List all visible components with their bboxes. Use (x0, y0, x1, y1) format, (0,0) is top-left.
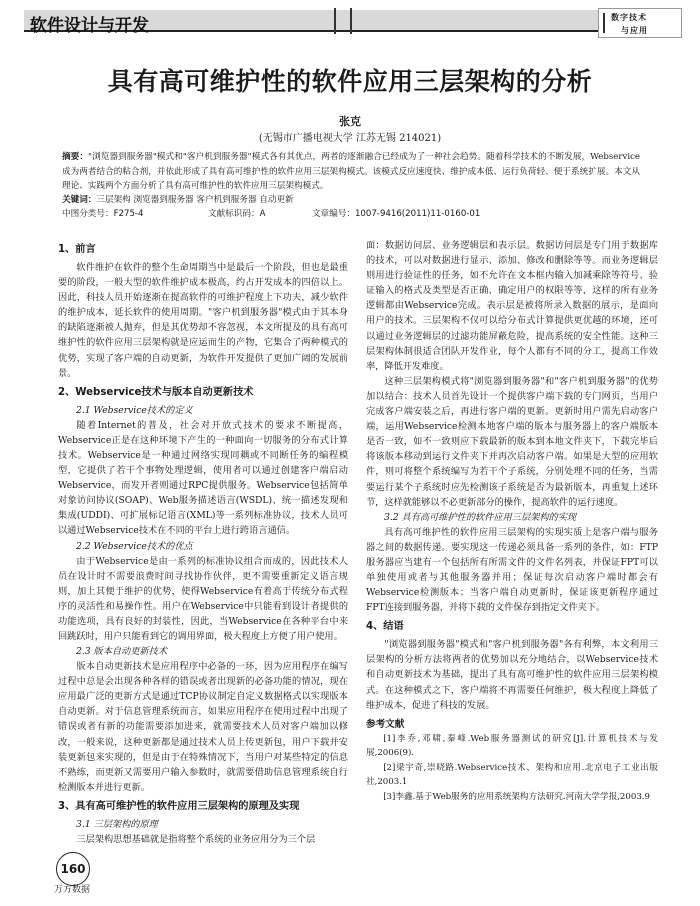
right-column (366, 238, 658, 804)
section-heading: 3、具有高可维护性的软件应用三层架构的原理及实现 (58, 800, 300, 812)
reference-item: [1]李乔,邓啸,秦峰.Web服务器测试的研究[J].计算机技术与发展,2006(9). (366, 733, 658, 759)
logo-line-1: 数字技术 (611, 12, 647, 22)
article-number: 文章编号：1007-9416(2011)11-0160-01 (312, 209, 481, 219)
section-heading: 2、Webservice技术与版本自动更新技术 (58, 386, 254, 398)
reference-item: [2]梁宇奇,崇晓路.Webservice技术、架构和应用.北京电子工业出版社,2003.1 (366, 762, 658, 788)
section-heading: 4、结语 (366, 621, 404, 633)
paragraph: 三层架构思想基础就是指将整个系统的业务应用分为三个层 (76, 833, 316, 845)
abstract (62, 150, 640, 194)
column-title: 软件设计与开发 (30, 16, 149, 36)
paragraph: 随着Internet的普及，社会对开放式技术的要求不断提高，Webservice正是在这种环境下产生的一种面向一切服务的分布式计算技术。Webservice是一种通过网络实现同耦或不同断任务的编程模型，它提供了若干个事物处理逻辑，使用者可以通过创建客户端启动Webservice，而发开者则通过RPC提供服务。Webservice包括简单对象访问协议(SOAP)、Web服务描述语言(WSDL)、统一描述发现和集成(UDDI)、可扩展标记语言(XML)等一系列标准协议，技术人员可以通过Webservice技术在不同的平台上进行跨语言通信。 (58, 419, 348, 537)
subsection-heading: 2.2 Webservice技术的优点 (76, 540, 193, 552)
paragraph: "浏览器到服务器"模式和"客户机到服务器"各有利弊，本文利用三层架构的分析方法将两者的优势加以充分地结合，以Webservice技术和自动更新技术为基础，提出了具有高可维护性的软件应用三层架构模式。在这种模式之下，客户端将不再需要任何维护，极大程度上降低了维护成本，促进了科技的发展。 (366, 639, 658, 711)
logo-mark-icon (603, 13, 609, 33)
document-code: 文献标识码：A (208, 209, 266, 219)
subsection-heading: 3.2 具有高可维护性的软件应用三层架构的实现 (384, 511, 577, 523)
paragraph: 版本自动更新技术是应用程序中必备的一环，因为应用程序在编写过程中总是会出现各种各样的错误或者出现新的必备功能的情况，现在应用最广泛的更新方式是通过TCP协议制定自定义数据格式以实现版本自动更新。对于信息管理系统而言，如果应用程序在使用过程中出现了错误或者有新的功能需要添加进来，就需要技术人员对客户端加以修改，一般来说，这种更新都是通过技术人员上传更新包，用户下载并安装更新包来实现的，但是由于在特殊情况下，当用户对某些特定的信息不熟练，而更新又需要用户输入参数时，就需要借助信息管理系统自行检测版本并进行更新。 (58, 661, 348, 793)
subsection-heading: 2.1 Webservice技术的定义 (76, 404, 193, 416)
header-divider (334, 8, 336, 34)
affiliation: (无锡市广播电视大学 江苏无锡 214021) (258, 133, 442, 144)
subsection-heading: 2.3 版本自动更新技术 (76, 646, 168, 658)
journal-logo (598, 8, 682, 38)
paragraph: 具有高可维护性的软件应用三层架构的实现实质上是客户端与服务器之间的数据传递。要实现这一传递必须具备一系列的条件，如：FTP服务器应当建有一个包括所有所需文件的文件名列表，并保证FPT可以单独使用或者与其他服务器并用；保证每次启动客户端时都会有Webservice检测版本；当客户端自动更新时，保证该更新程序通过FPT连接到服务器，并将下载的文件保存到指定文件夹下。 (366, 526, 658, 614)
logo-line-2: 与应用 (621, 25, 648, 35)
abstract-text: "浏览器到服务器"模式和"客户机到服务器"模式各有其优点，两者的逐渐融合已经成为了一种社会趋势。随着科学技术的不断发展，Webservice成为两者结合的粘合剂，并依此形成了具有高可维护性的软件应用三层架构模式。该模式反应速度快、维护成本低、运行负荷轻、便于系统扩展。本文从理论、实践两个方面分析了具有高可维护性的软件应用三层架构模式。 (62, 152, 640, 191)
reference-item: [3]李鑫.基于Web服务的应用系统架构方法研究.河南大学学报,2003.9 (383, 791, 651, 802)
clc-number: 中图分类号：F275-4 (62, 209, 144, 219)
references-heading: 参考文献 (366, 718, 405, 730)
article-title: 具有高可维护性的软件应用三层架构的分析 (107, 67, 593, 96)
paragraph: 面：数据访问层、业务逻辑层和表示层。数据访问层是专门用于数据库的技术，可以对数据进行显示、添加、修改和删除等等。而业务逻辑层则用进行验证性的任务，如不允许在文本框内输入加减乘除等符号、验证输入的格式及类型是否正确、确定用户的权限等等，这样的所有业务逻辑都由Webservice完成。表示层是被将所录入数据的展示，是面向用户的技术。三层架构不仅可以给分布式计算提供更优越的环境，还可以通过业务逻辑层的过滤功能屏蔽危险，提高系统的安全性能。这种三层架构体制很适合团队开发作业，每个人都有不同的分工，提高工作效率，降低开发难度。 (366, 240, 658, 372)
section-heading: 1、前言 (58, 244, 96, 255)
author: 张克 (339, 115, 361, 128)
keywords-label: 关键词： (62, 195, 97, 205)
paragraph: 软件维护在软件的整个生命周期当中是最后一个阶段，但也是最重要的阶段，一般大型的软件维护成本极高，约占开发成本的四倍以上。因此，科技人员开始逐渐在提高软件的可维护程度上下功夫，减少软件的维护成本，延长软件的使用周期。"客户机到服务器"模式由于其本身的缺陷逐渐被人抛弃，但是其优势却不容忽视，本文所提及的具有高可维护性的软件应用三层架构就是应运而生的产物，它集合了两种模式的优势，实现了客户端的自动更新，为软件开发提供了更加广阔的发展前景。 (58, 262, 348, 379)
abstract-label: 摘要： (62, 152, 89, 162)
paragraph: 由于Webservice是由一系列的标准协议组合而成的，因此技术人员在设计时不需要浪费时间寻找协作伙伴，更不需要重新定义语言规则，加上其便于维护的优势，使得Webservice有着高于传统分布式程序的灵活性和易操作性。用户在Webservice中只能看到设计者提供的功能选项，具有良好的封装性，因此，当Webservice在各种平台中来回跳跃时，用户只能看到它的调用界面，极大程度上方便了用户使用。 (58, 555, 348, 642)
page-header (0, 0, 700, 40)
left-column (58, 238, 348, 847)
keywords-text: 三层架构 浏览器到服务器 客户机到服务器 自动更新 (96, 195, 294, 205)
subsection-heading: 3.1 三层架构的原理 (76, 818, 158, 830)
page-number: 160 (60, 862, 86, 876)
paragraph: 这种三层架构模式将"浏览器到服务器"和"客户机到服务器"的优势加以结合：技术人员首先设计一个提供客户端下载的专门网页，当用户完成客户端安装之后，再进行客户端的更新。更新时用户需先启动客户端，运用Webservice检测本地客户端的版本与服务器上的客户端版本是否一致，如不一致则应下载最新的版本到本地文件夹下，下载完毕后将该版本移动到运行文件夹下并再次启动客户端。如果是大型的应用软件，则可将整个系统编写为若干个子系统，分别处理不同的任务，当需要运行某个子系统时应先检测该子系统是否为最新版本，再重复上述环节，这样就能够以不必更新部分的操作，提高软件的运行速度。 (366, 375, 658, 508)
classification-line (62, 207, 640, 219)
page-number-badge (52, 852, 94, 894)
keywords (62, 193, 640, 205)
page-caption: 万方数据 (54, 885, 91, 895)
header-divider (350, 8, 352, 34)
